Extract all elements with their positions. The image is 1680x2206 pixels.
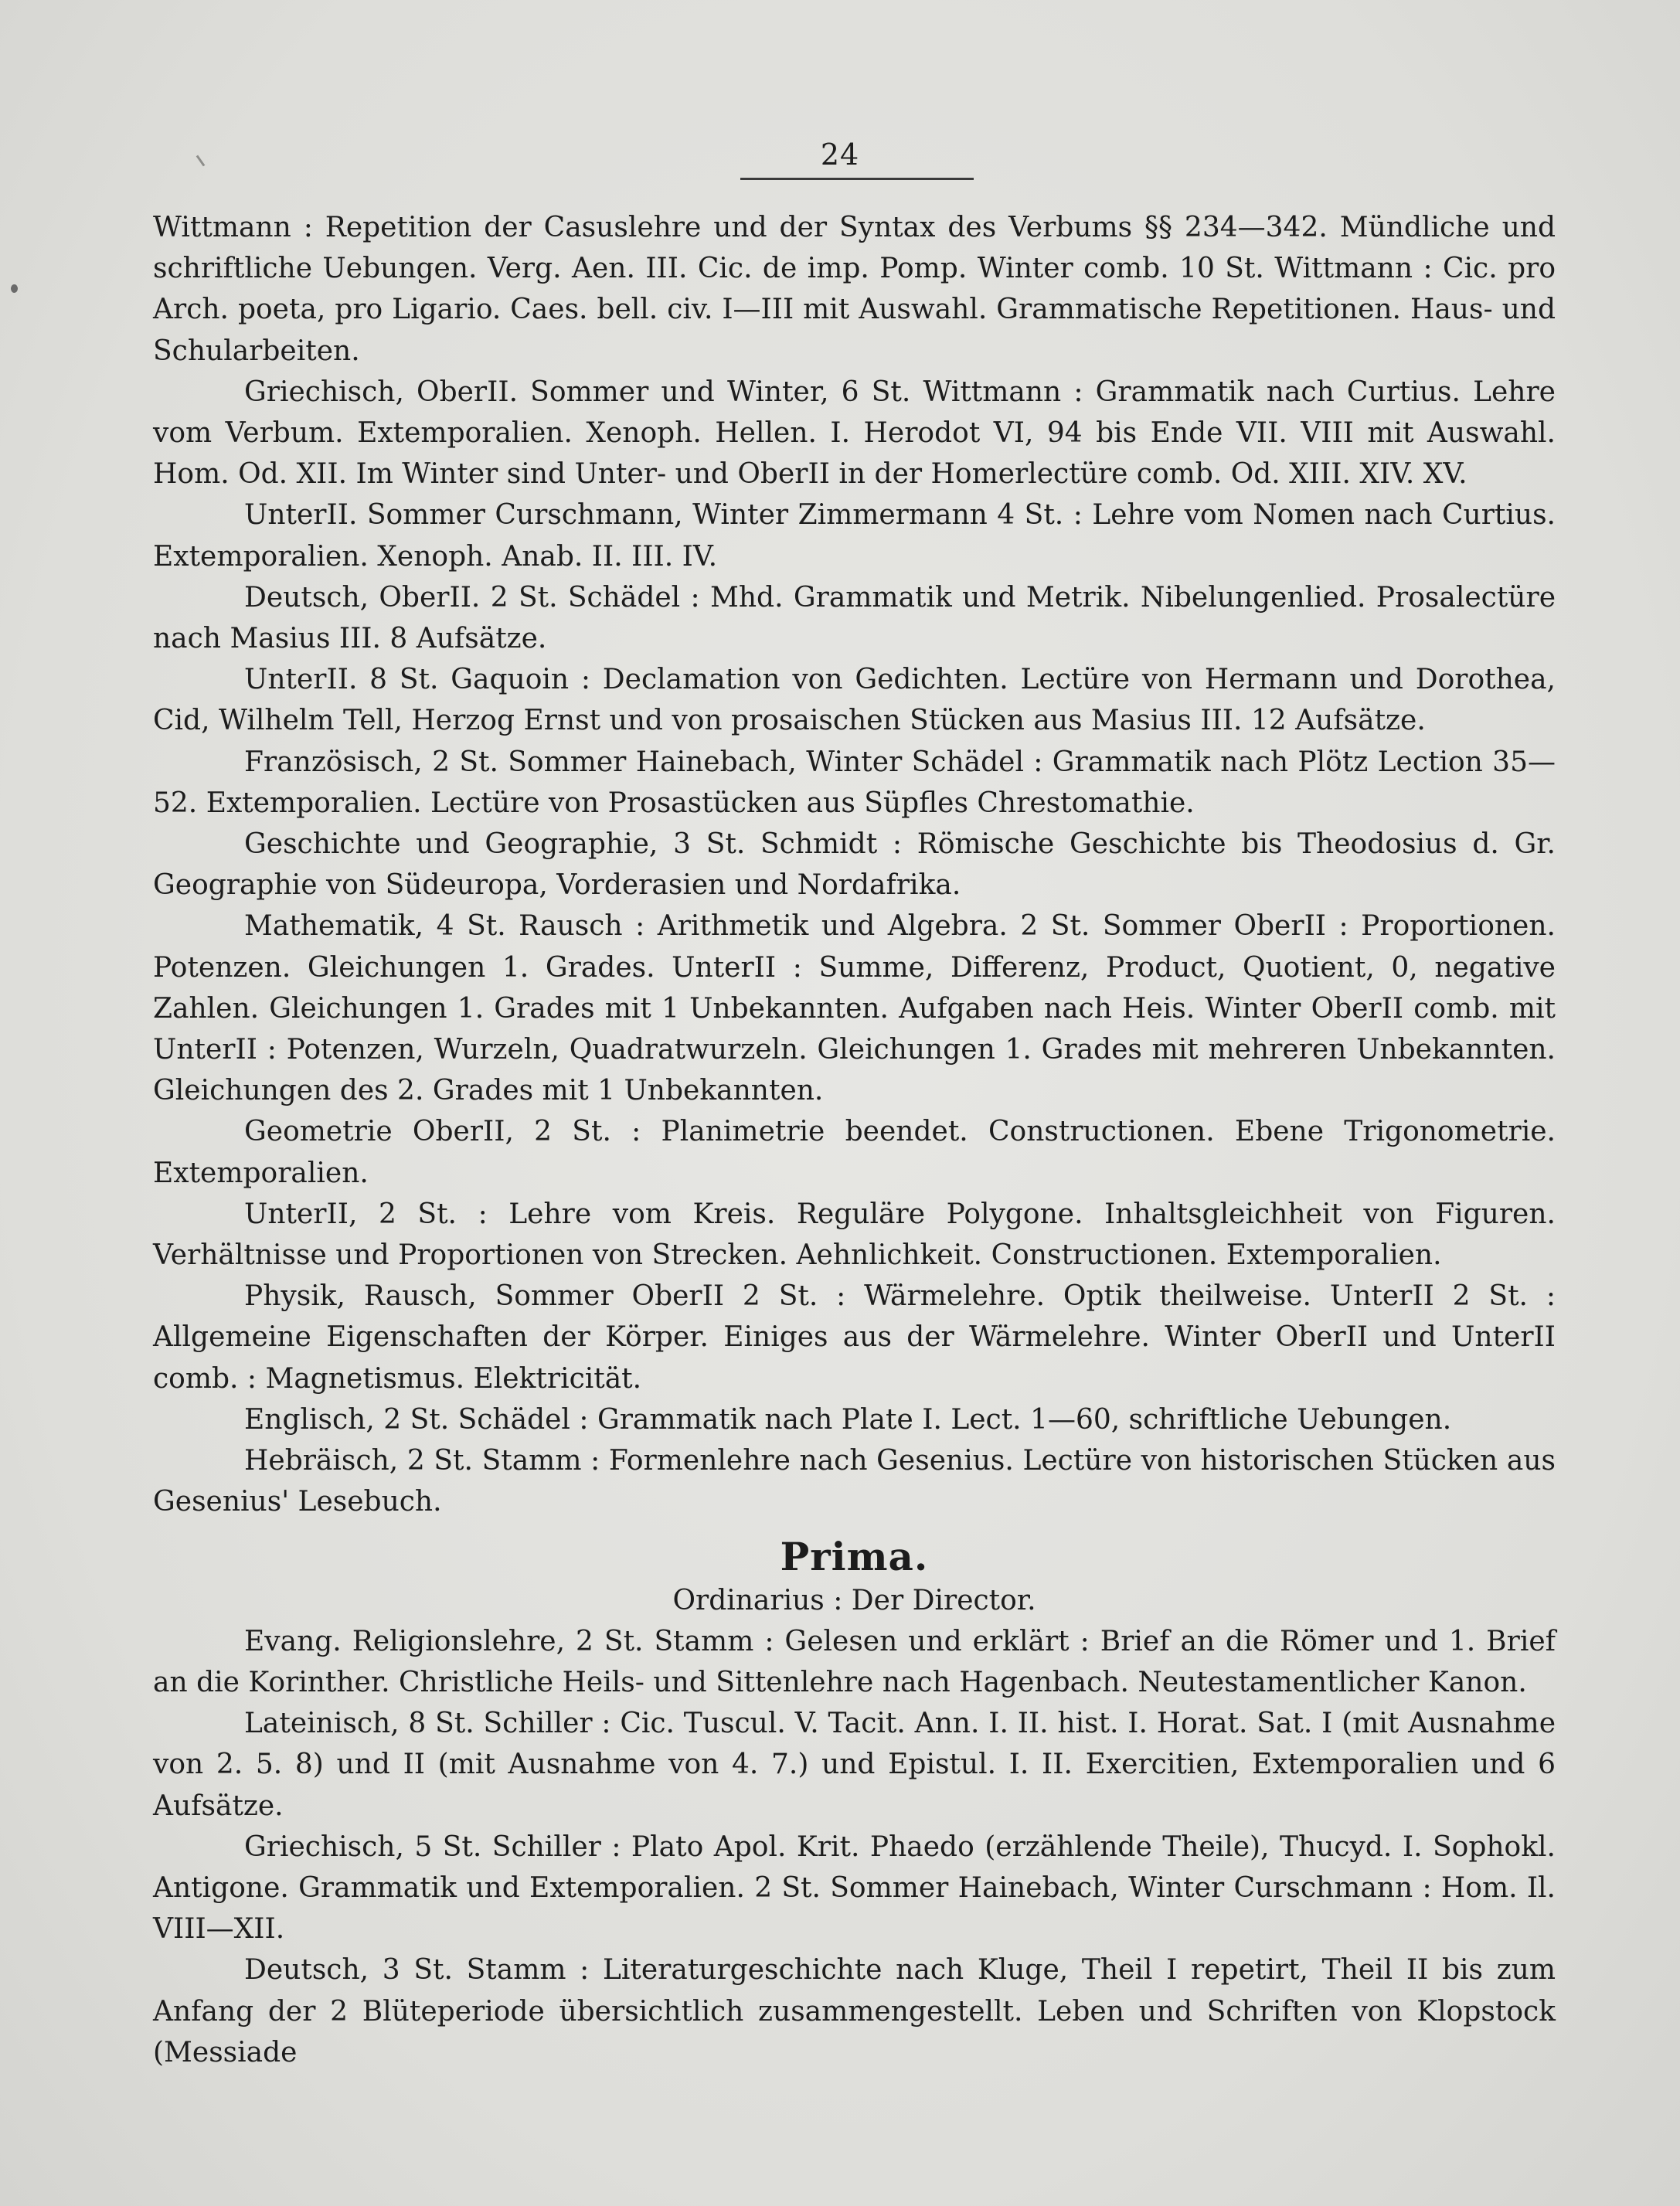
paragraph: Deutsch, 3 St. Stamm : Literaturgeschichte nach Kluge, Theil I repetirt, Theil II bis zum Anfang der 2 Blüteperiode übersichtlich zusammengestellt. Leben und Schriften von Klopstock (Messiade [153, 1954, 1556, 2068]
paragraph: UnterII. 8 St. Gaquoin : Declamation von Gedichten. Lectüre von Hermann und Dorothea, Cid, Wilhelm Tell, Herzog Ernst und von prosaischen Stücken aus Masius III. 12 Aufsätze. [153, 664, 1556, 737]
paragraph: UnterII, 2 St. : Lehre vom Kreis. Reguläre Polygone. Inhaltsgleichheit von Figuren. Verhältnisse und Proportionen von Strecken. Aehnlichkeit. Constructionen. Extemporalien. [153, 1198, 1556, 1272]
paragraph: Griechisch, 5 St. Schiller : Plato Apol. Krit. Phaedo (erzählende Theile), Thucyd. I. Sophokl. Antigone. Grammatik und Extemporalien. 2 St. Sommer Hainebach, Winter Curschmann : Hom. Il. VIII—XII. [153, 1830, 1556, 1946]
paragraph: Hebräisch, 2 St. Stamm : Formenlehre nach Gesenius. Lectüre von historischen Stücken aus Gesenius' Lesebuch. [153, 1445, 1556, 1518]
paragraph: Lateinisch, 8 St. Schiller : Cic. Tuscul. V. Tacit. Ann. I. II. hist. I. Horat. Sat. I (mit Ausnahme von 2. 5. 8) und II (mit Ausnahme von 4. 7.) und Epistul. I. II. Exercitien, Extemporalien und 6 Aufsätze. [153, 1708, 1556, 1822]
paragraph: Mathematik, 4 St. Rausch : Arithmetik und Algebra. 2 St. Sommer OberII : Proportionen. Potenzen. Gleichungen 1. Grades. UnterII : Summe, Differenz, Product, Quotient, 0, negative Zahlen. Gleichungen 1. Grades mit 1 Unbekannten. Aufgaben nach Heis. Winter OberII comb. mit UnterII : Potenzen, Wurzeln, Quadratwurzeln. Gleichungen 1. Grades mit mehreren Unbekannten. Gleichungen des 2. Grades mit 1 Unbekannten. [153, 910, 1556, 1107]
paragraph: Englisch, 2 St. Schädel : Grammatik nach Plate I. Lect. 1—60, schriftliche Uebungen. [244, 1403, 1452, 1436]
paragraph: UnterII. Sommer Curschmann, Winter Zimmermann 4 St. : Lehre vom Nomen nach Curtius. Extemporalien. Xenoph. Anab. II. III. IV. [153, 499, 1556, 573]
paragraph: Geometrie OberII, 2 St. : Planimetrie beendet. Constructionen. Ebene Trigonometrie. Extemporalien. [153, 1116, 1556, 1189]
header-rule [740, 178, 974, 180]
paragraph: Geschichte und Geographie, 3 St. Schmidt : Römische Geschichte bis Theodosius d. Gr. Geographie von Südeuropa, Vorderasien und Nordafrika. [153, 828, 1556, 902]
paragraph: Evang. Religionslehre, 2 St. Stamm : Gelesen und erklärt : Brief an die Römer und 1. Brief an die Korinther. Christliche Heils- und Sittenlehre nach Hagenbach. Neutestamentlicher Kanon. [153, 1625, 1556, 1698]
paragraph: Griechisch, OberII. Sommer und Winter, 6 St. Wittmann : Grammatik nach Curtius. Lehre vom Verbum. Extemporalien. Xenoph. Hellen. I. Herodot VI, 94 bis Ende VII. VIII mit Auswahl. Hom. Od. XII. Im Winter sind Unter- und OberII in der Homerlectüre comb. Od. XIII. XIV. XV. [153, 376, 1556, 491]
page-number: 24 [820, 138, 860, 172]
body-text [153, 207, 1556, 2073]
paragraph: Physik, Rausch, Sommer OberII 2 St. : Wärmelehre. Optik theilweise. UnterII 2 St. : Allgemeine Eigenschaften der Körper. Einiges aus der Wärmelehre. Winter OberII und UnterII comb. : Magnetismus. Elektricität. [153, 1280, 1556, 1395]
paragraph: Wittmann : Repetition der Casuslehre und der Syntax des Verbums §§ 234—342. Mündliche und schriftliche Uebungen. Verg. Aen. III. Cic. de imp. Pomp. Winter comb. 10 St. Wittmann : Cic. pro Arch. poeta, pro Ligario. Caes. bell. civ. I—III mit Auswahl. Grammatische Repetitionen. Haus- und Schularbeiten. [153, 212, 1556, 367]
section-subtitle: Ordinarius : Der Director. [672, 1584, 1036, 1616]
paragraph: Französisch, 2 St. Sommer Hainebach, Winter Schädel : Grammatik nach Plötz Lection 35—52. Extemporalien. Lectüre von Prosastücken aus Süpfles Chrestomathie. [153, 746, 1556, 819]
ink-spot [11, 284, 18, 293]
section-title: Prima. [780, 1533, 929, 1579]
paragraph: Deutsch, OberII. 2 St. Schädel : Mhd. Grammatik und Metrik. Nibelungenlied. Prosalectüre nach Masius III. 8 Aufsätze. [153, 581, 1556, 655]
